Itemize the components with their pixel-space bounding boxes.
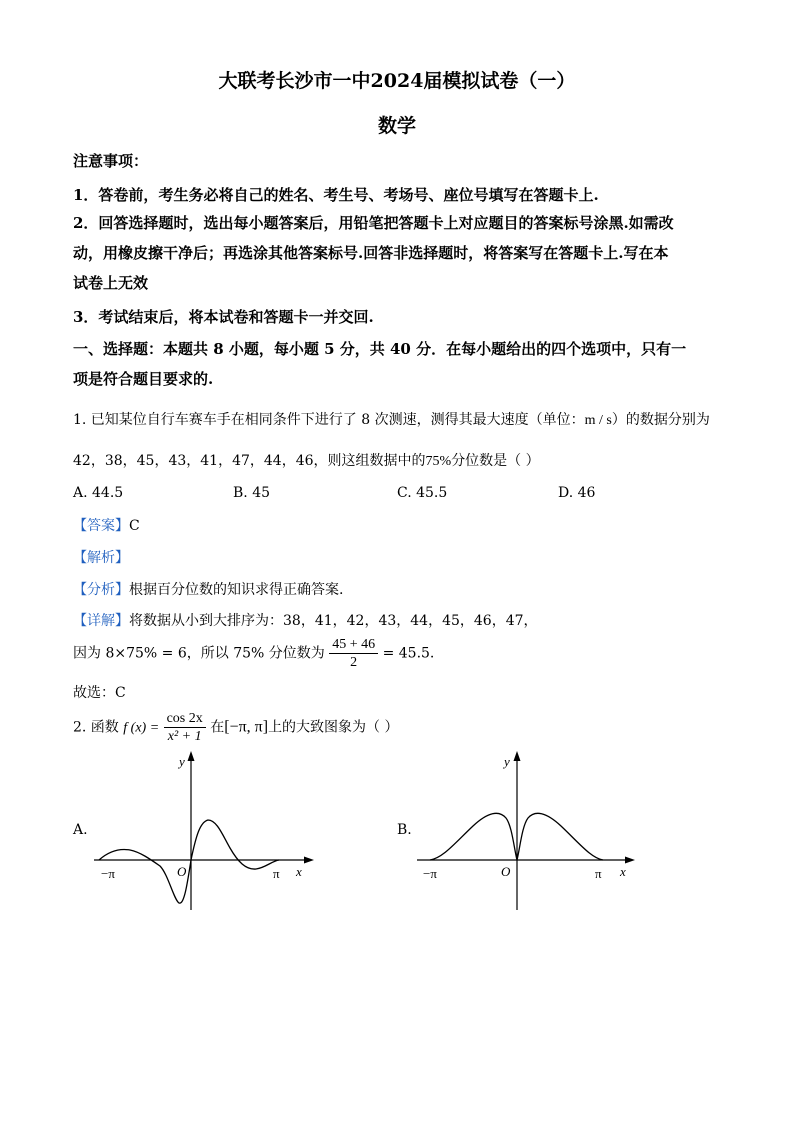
- graph-b-x-label: x: [620, 864, 626, 879]
- q1-option-b: B. 45: [233, 485, 271, 501]
- q2-question-text: 上的大致图象为（ ）: [268, 719, 399, 736]
- graph-b-pi-label: π: [595, 866, 602, 881]
- graph-a-neg-pi-label: −π: [101, 866, 115, 881]
- q1-detail-line: [73, 610, 538, 630]
- q1-calc-line: [73, 636, 434, 671]
- page-title: 大联考长沙市一中2024届模拟试卷（一）: [218, 70, 576, 92]
- q1-calc-text: 因为 8×75% = 6，所以 75% 分位数为: [73, 645, 325, 662]
- graph-a-label: A.: [73, 822, 88, 838]
- q2-denominator: x² + 1: [167, 729, 202, 744]
- notice-item-1: 1．答卷前，考生务必将自己的姓名、考生号、考场号、座位号填写在答题卡上.: [73, 186, 599, 204]
- graph-b-x-arrow-icon: [625, 857, 635, 864]
- q1-stem-text-b: ）的数据分别为: [611, 412, 710, 428]
- q1-stem-line-1: [73, 409, 710, 429]
- section-1-line-2: 项是符合题目要求的.: [73, 370, 214, 388]
- graph-b-y-label: y: [504, 754, 510, 769]
- graph-b: [413, 748, 643, 913]
- subject-title: 数学: [377, 115, 416, 137]
- q1-fenxi-text: 根据百分位数的知识求得正确答案.: [129, 582, 344, 598]
- q1-stem-text-a: 1. 已知某位自行车赛车手在相同条件下进行了 8 次测速，测得其最大速度（单位：: [73, 412, 585, 428]
- graph-b-neg-pi-label: −π: [423, 866, 437, 881]
- q1-stem-line-2: [73, 450, 540, 470]
- q1-answer-value: C: [129, 518, 140, 534]
- q1-answer-line: [73, 515, 140, 535]
- graph-a-y-label: y: [179, 754, 185, 769]
- q1-calc-fraction: [329, 636, 378, 671]
- q1-unit: m / s: [584, 413, 612, 428]
- graph-a-x-arrow-icon: [304, 857, 314, 864]
- analysis-tag: 【解析】: [73, 550, 129, 566]
- q1-data-text: 42，38，45，43，41，47，44，46，则这组数据中的: [73, 453, 426, 469]
- answer-tag: 【答案】: [73, 518, 129, 534]
- q1-choose-line: 故选：C: [73, 685, 126, 701]
- graph-a-y-arrow-icon: [188, 751, 195, 761]
- graph-a-x-label: x: [296, 864, 302, 879]
- q2-function-fraction: [164, 710, 206, 745]
- notice-item-2-line-2: 动，用橡皮擦干净后；再选涂其他答案标号.回答非选择题时，将答案写在答题卡上.写在本: [73, 244, 669, 262]
- q1-option-d: D. 46: [558, 485, 596, 501]
- q1-detail-text: 将数据从小到大排序为：38，41，42，43，44，45，46，47，: [129, 613, 538, 629]
- q1-analysis-tag: [73, 547, 129, 567]
- graph-a-origin-label: O: [177, 864, 187, 879]
- q2-prefix: 2. 函数: [73, 719, 119, 736]
- q1-option-c: C. 45.5: [397, 485, 448, 501]
- notice-item-3: 3．考试结束后，将本试卷和答题卡一并交回.: [73, 308, 374, 326]
- graph-a-pi-label: π: [273, 866, 280, 881]
- graph-b-y-arrow-icon: [514, 751, 521, 761]
- fenxi-tag: 【分析】: [73, 582, 129, 598]
- detail-tag: 【详解】: [73, 613, 129, 629]
- notice-item-2-line-3: 试卷上无效: [73, 274, 149, 292]
- q2-function-lhs: f (x) =: [123, 720, 160, 736]
- q1-question-text: 分位数是（ ）: [451, 453, 540, 469]
- q1-percent: 75%: [425, 454, 452, 469]
- q2-interval: [−π, π]: [224, 718, 269, 736]
- section-1-line-1: 一、选择题：本题共 8 小题，每小题 5 分，共 40 分．在每小题给出的四个选项中，只有一: [73, 340, 687, 358]
- q1-calc-denominator: 2: [350, 655, 358, 670]
- notice-item-2-line-1: 2．回答选择题时，选出每小题答案后，用铅笔把答题卡上对应题目的答案标号涂黑.如需改: [73, 214, 674, 232]
- graph-b-label: B.: [397, 822, 412, 838]
- notice-heading: 注意事项：: [73, 152, 149, 170]
- q2-stem-line: [73, 710, 399, 745]
- q1-option-a: A. 44.5: [73, 485, 124, 501]
- q1-fenxi-line: [73, 579, 343, 599]
- q2-numerator: cos 2x: [164, 710, 206, 728]
- q1-calc-result: = 45.5.: [382, 645, 435, 662]
- graph-a-curve: [99, 820, 279, 903]
- q2-interval-prefix: 在: [210, 719, 225, 736]
- graph-b-origin-label: O: [501, 864, 511, 879]
- q1-calc-numerator: 45 + 46: [329, 636, 378, 654]
- graph-a: [90, 748, 320, 913]
